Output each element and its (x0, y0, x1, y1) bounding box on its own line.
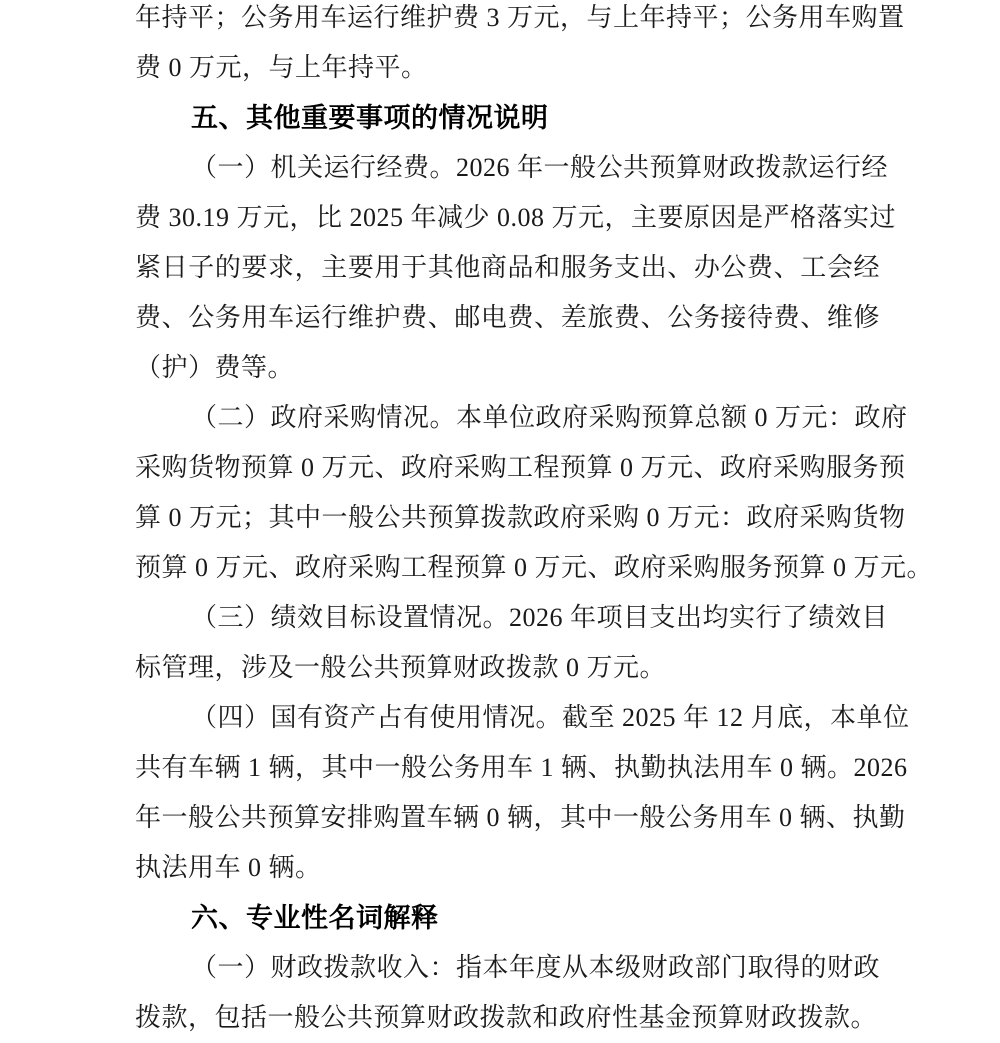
text-line: 共有车辆 1 辆，其中一般公务用车 1 辆、执勤执法用车 0 辆。2026 (135, 753, 908, 782)
paragraph-state-owned-assets (135, 693, 910, 893)
section-heading-5: 五、其他重要事项的情况说明 (191, 103, 549, 133)
text-line: 算 0 万元；其中一般公共预算拨款政府采购 0 万元：政府采购货物 (135, 503, 906, 532)
text-line: 年持平；公务用车运行维护费 3 万元，与上年持平；公务用车购置 (135, 3, 905, 32)
text-line: （二）政府采购情况。本单位政府采购预算总额 0 万元：政府 (191, 403, 908, 432)
paragraph-government-procurement (135, 393, 934, 593)
paragraph-term-fiscal-appropriation-income (135, 943, 880, 1043)
text-line: （一）财政拨款收入：指本年度从本级财政部门取得的财政 (191, 953, 881, 982)
section-heading-6: 六、专业性名词解释 (191, 903, 439, 933)
text-line: （三）绩效目标设置情况。2026 年项目支出均实行了绩效目 (191, 603, 889, 632)
text-line: 紧日子的要求，主要用于其他商品和服务支出、办公费、工会经 (135, 253, 880, 282)
text-line: 预算 0 万元、政府采购工程预算 0 万元、政府采购服务预算 0 万元。 (135, 553, 934, 582)
text-line: 费 0 万元，与上年持平。 (135, 53, 428, 82)
text-line: 费、公务用车运行维护费、邮电费、差旅费、公务接待费、维修 (135, 303, 880, 332)
text-line: 执法用车 0 辆。 (135, 853, 322, 882)
text-line: （护）费等。 (135, 353, 295, 382)
text-line: （一）机关运行经费。2026 年一般公共预算财政拨款运行经 (191, 153, 889, 182)
text-line: （四）国有资产占有使用情况。截至 2025 年 12 月底，本单位 (191, 703, 910, 732)
text-line: 标管理，涉及一般公共预算财政拨款 0 万元。 (135, 653, 667, 682)
text-line: 采购货物预算 0 万元、政府采购工程预算 0 万元、政府采购服务预 (135, 453, 906, 482)
text-line: 年一般公共预算安排购置车辆 0 辆，其中一般公务用车 0 辆、执勤 (135, 803, 906, 832)
paragraph-performance-targets (135, 593, 889, 693)
paragraph-agency-operating-expenses (135, 143, 897, 393)
text-line: 拨款，包括一般公共预算财政拨款和政府性基金预算财政拨款。 (135, 1003, 878, 1032)
text-line: 费 30.19 万元，比 2025 年减少 0.08 万元，主要原因是严格落实过 (135, 203, 897, 232)
paragraph-carryover-vehicle-costs (135, 0, 905, 93)
